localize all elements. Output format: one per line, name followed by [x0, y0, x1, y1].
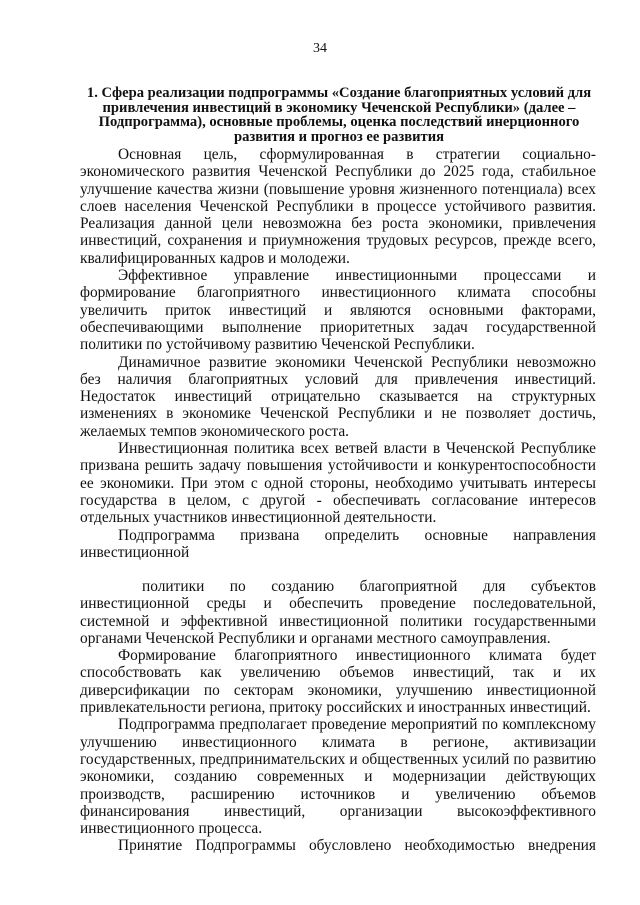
paragraph-strategy-goal: Основная цель, сформулированная в стратегии социально-экономического развития Чеченской Республики до 2025 года, стабильное улучшение качества жизни (повышение уровня жизненного потенциала) всех слоев населения Чеченской Республики в процессе устойчивого развития. Реализация данной цели невозможна без роста экономики, привлечения инвестиций, сохранения и приумножения трудовых ресурсов, прежде всего, квалифицированных кадров и молодежи. — [80, 146, 596, 267]
paragraph-subprogram-measures: Подпрограмма предполагает проведение мероприятий по комплексному улучшению инвестиционного климата в регионе, активизации государственных, предпринимательских и общественных усилий по развитию экономики, созданию современных и модернизации действующих производств, расширению источников и увеличению объемов финансирования инвестиций, организации высокоэффективного инвестиционного процесса. — [80, 716, 596, 838]
paragraph-dynamic-development: Динамичное развитие экономики Чеченской Республики невозможно без наличия благоприятных условий для привлечения инвестиций. Недостаток инвестиций отрицательно сказывается на структурных изменениях в экономике Чеченской Республики и не позволяет достичь, желаемых темпов экономического роста. — [80, 353, 596, 440]
body-text-top — [80, 146, 596, 561]
section-heading: 1. Сфера реализации подпрограммы «Создание благоприятных условий для привлечения инвестиций в экономику Чеченской Республики» (далее – Подпрограмма), основные проблемы, оценка последствий инерционного развития и прогноз ее развития — [86, 85, 592, 145]
paragraph-policy-continuation: политики по созданию благоприятной для субъектов инвестиционной среды и обеспечить проведение последовательной, системной и эффективной инвестиционной политики государственными органами Чеченской Республики и органами местного самоуправления. — [80, 578, 596, 647]
page-number: 34 — [313, 41, 327, 56]
body-text-bottom — [80, 578, 596, 855]
paragraph-subprogram-adoption: Принятие Подпрограммы обусловлено необходимостью внедрения — [118, 837, 596, 855]
paragraph-subprogram-purpose: Подпрограмма призвана определить основные направления инвестиционной — [80, 526, 596, 561]
paragraph-investment-policy: Инвестиционная политика всех ветвей власти в Чеченской Республике призвана решить задачу повышения устойчивости и конкурентоспособности ее экономики. При этом с одной стороны, необходимо учитывать интересы государства в целом, с другой - обеспечивать согласование интересов отдельных участников инвестиционной деятельности. — [80, 440, 596, 527]
paragraph-climate-formation: Формирование благоприятного инвестиционного климата будет способствовать как увеличению объемов инвестиций, так и их диверсификации по секторам экономики, улучшению инвестиционной привлекательности региона, притоку российских и иностранных инвестиций. — [80, 647, 596, 717]
paragraph-investment-management: Эффективное управление инвестиционными процессами и формирование благоприятного инвестиционного климата способны увеличить приток инвестиций и являются основными факторами, обеспечивающими выполнение приоритетных задач государственной политики по устойчивому развитию Чеченской Республики. — [80, 267, 596, 354]
